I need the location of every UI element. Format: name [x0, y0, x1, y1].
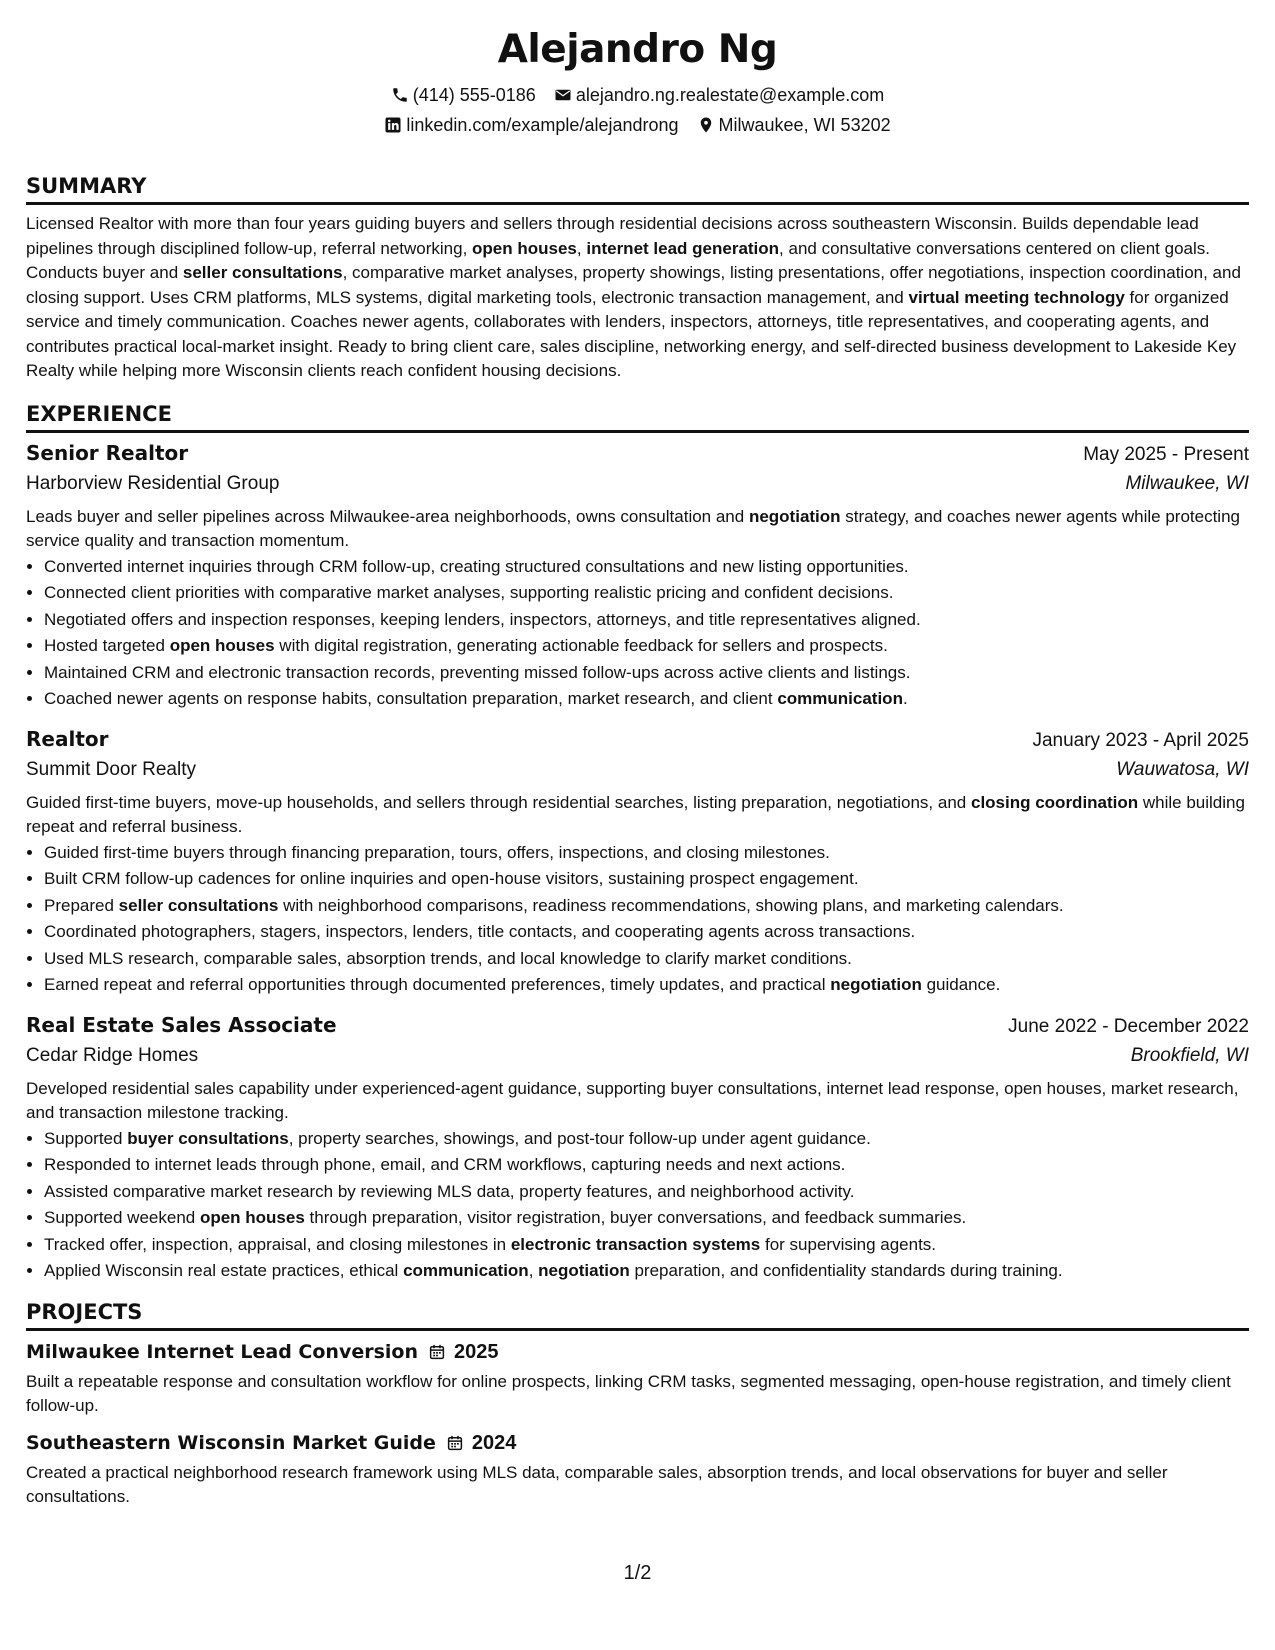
project-title: Southeastern Wisconsin Market Guide [26, 1432, 436, 1454]
candidate-name: Alejandro Ng [497, 27, 778, 72]
job-bullets [26, 840, 1249, 999]
map-pin-icon [697, 116, 715, 134]
project-date [446, 1432, 517, 1455]
job-bullet: • Coordinated photographers, stagers, inspectors, lenders, title contacts, and cooperating agents across transactions. [44, 919, 1249, 946]
job-bullet: • Prepared seller consultations with neighborhood comparisons, readiness recommendations, showing plans, and marketing calendars. [44, 893, 1249, 920]
projects-heading: PROJECTS [26, 1300, 1249, 1331]
project-entry [26, 1432, 1249, 1509]
contact-row-2 [26, 110, 1249, 140]
job-entry [26, 441, 1249, 713]
project-description: Built a repeatable response and consultation workflow for online prospects, linking CRM tasks, segmented messaging, open-house registration, and timely client follow-up. [26, 1371, 1231, 1415]
location-contact [697, 110, 891, 140]
keyword-bold: open houses [199, 1208, 305, 1227]
envelope-icon [554, 86, 572, 104]
job-bullet: • Maintained CRM and electronic transaction records, preventing missed follow-ups across active clients and listings. [44, 660, 1249, 687]
job-company: Harborview Residential Group [26, 472, 280, 494]
email-address[interactable]: alejandro.ng.realestate@example.com [575, 85, 885, 105]
job-location: Brookfield, WI [1130, 1044, 1249, 1066]
keyword-bold: negotiation [748, 506, 841, 526]
keyword-bold: negotiation [538, 1261, 630, 1280]
linkedin-url[interactable]: linkedin.com/example/alejandrong [406, 115, 679, 135]
job-description: Guided first-time buyers, move-up households, and sellers through residential searches, listing preparation, negotiations, and closing coordination while building repeat and referral business. [26, 792, 1245, 836]
job-company: Summit Door Realty [26, 758, 196, 780]
job-title: Realtor [26, 726, 109, 751]
job-title: Real Estate Sales Associate [26, 1012, 337, 1037]
location-text: Milwaukee, WI 53202 [718, 115, 891, 135]
experience-heading: EXPERIENCE [26, 402, 1249, 433]
job-bullet: • Connected client priorities with comparative market analyses, supporting realistic pricing and confident decisions. [44, 580, 1249, 607]
job-description: Leads buyer and seller pipelines across Milwaukee-area neighborhoods, owns consultation and negotiation strategy, and coaches newer agents while protecting service quality and transaction momentum. [26, 506, 1240, 550]
job-title: Senior Realtor [26, 440, 189, 465]
keyword-bold: buyer consultations [127, 1128, 289, 1148]
job-bullet: • Guided first-time buyers through financing preparation, tours, offers, inspections, and closing milestones. [44, 840, 1249, 867]
keyword-bold: virtual meeting technology [908, 287, 1125, 307]
project-year: 2024 [471, 1431, 517, 1454]
summary-text: Licensed Realtor with more than four years guiding buyers and sellers through residential decisions across southeastern Wisconsin. Builds dependable lead pipelines through disciplined follow-up, referral networking, open houses, internet lead generation, and consultative conversations centered on client goals. Conducts buyer and seller consultations, comparative market analyses, property showings, listing presentations, offer negotiations, inspection coordination, and closing support. Uses CRM platforms, MLS systems, digital marketing tools, electronic transaction management, and virtual meeting technology for organized service and timely communication. Coaches newer agents, collaborates with lenders, inspectors, attorneys, title representatives, and cooperating agents, and contributes practical local-market insight. Ready to bring client care, sales discipline, networking energy, and self-directed business development to Lakeside Key Realty while helping more Wisconsin clients reach confident housing decisions. [26, 214, 1241, 380]
keyword-bold: internet lead generation [586, 238, 780, 258]
page-number: 1/2 [623, 1562, 652, 1584]
job-bullet: • Hosted targeted open houses with digital registration, generating actionable feedback for sellers and prospects. [44, 633, 1249, 660]
keyword-bold: closing coordination [970, 792, 1139, 812]
keyword-bold: open houses [472, 238, 577, 258]
job-dates: June 2022 - December 2022 [1008, 1015, 1249, 1037]
keyword-bold: seller consultations [118, 895, 279, 915]
project-year: 2025 [454, 1340, 499, 1363]
project-entry [26, 1341, 1249, 1418]
summary-heading: SUMMARY [26, 174, 1249, 205]
job-bullet: • Coached newer agents on response habits, consultation preparation, market research, and client communication. [44, 686, 1249, 713]
job-location: Wauwatosa, WI [1116, 758, 1249, 780]
phone-icon [391, 86, 409, 104]
job-entry [26, 727, 1249, 999]
job-bullet: • Tracked offer, inspection, appraisal, and closing milestones in electronic transaction systems for supervising agents. [44, 1232, 1249, 1259]
job-dates: January 2023 - April 2025 [1032, 729, 1249, 751]
job-dates: May 2025 - Present [1083, 443, 1249, 465]
job-bullets [26, 554, 1249, 713]
job-bullet: • Used MLS research, comparable sales, absorption trends, and local knowledge to clarify market conditions. [44, 946, 1249, 973]
project-description: Created a practical neighborhood research framework using MLS data, comparable sales, absorption trends, and local observations for buyer and seller consultations. [26, 1462, 1168, 1506]
keyword-bold: communication [403, 1261, 529, 1280]
keyword-bold: communication [777, 689, 903, 708]
job-bullet: • Responded to internet leads through phone, email, and CRM workflows, capturing needs and next actions. [44, 1152, 1249, 1179]
phone-number: (414) 555-0186 [412, 85, 536, 105]
project-date [428, 1341, 499, 1364]
project-title: Milwaukee Internet Lead Conversion [26, 1341, 418, 1363]
job-bullet: • Converted internet inquiries through CRM follow-up, creating structured consultations and new listing opportunities. [44, 554, 1249, 581]
keyword-bold: open houses [169, 636, 275, 655]
job-bullet: • Assisted comparative market research by reviewing MLS data, property features, and neighborhood activity. [44, 1179, 1249, 1206]
job-bullet: • Earned repeat and referral opportunities through documented preferences, timely updates, and practical negotiation guidance. [44, 972, 1249, 999]
job-entry [26, 1013, 1249, 1285]
job-bullet: • Applied Wisconsin real estate practices, ethical communication, negotiation preparation, and confidentiality standards during training. [44, 1258, 1249, 1285]
job-bullet: • Supported buyer consultations, property searches, showings, and post-tour follow-up under agent guidance. [44, 1126, 1249, 1153]
keyword-bold: electronic transaction systems [510, 1234, 761, 1254]
keyword-bold: negotiation [830, 975, 922, 994]
keyword-bold: seller consultations [182, 263, 343, 282]
calendar-icon [446, 1434, 464, 1452]
job-bullets [26, 1126, 1249, 1285]
job-bullet: • Negotiated offers and inspection responses, keeping lenders, inspectors, attorneys, and title representatives aligned. [44, 607, 1249, 634]
linkedin-icon [384, 116, 402, 134]
job-description: Developed residential sales capability under experienced-agent guidance, supporting buyer consultations, internet lead response, open houses, market research, and transaction milestone tracking. [26, 1078, 1239, 1122]
resume-page [26, 0, 1249, 1509]
calendar-icon [428, 1343, 446, 1361]
linkedin-contact[interactable] [384, 110, 678, 140]
job-bullet: • Supported weekend open houses through preparation, visitor registration, buyer conversations, and feedback summaries. [44, 1205, 1249, 1232]
job-company: Cedar Ridge Homes [26, 1044, 199, 1066]
contact-row-1 [26, 80, 1249, 110]
phone-contact [391, 80, 536, 110]
job-bullet: • Built CRM follow-up cadences for online inquiries and open-house visitors, sustaining prospect engagement. [44, 866, 1249, 893]
email-contact[interactable] [554, 80, 884, 110]
job-location: Milwaukee, WI [1125, 472, 1249, 494]
